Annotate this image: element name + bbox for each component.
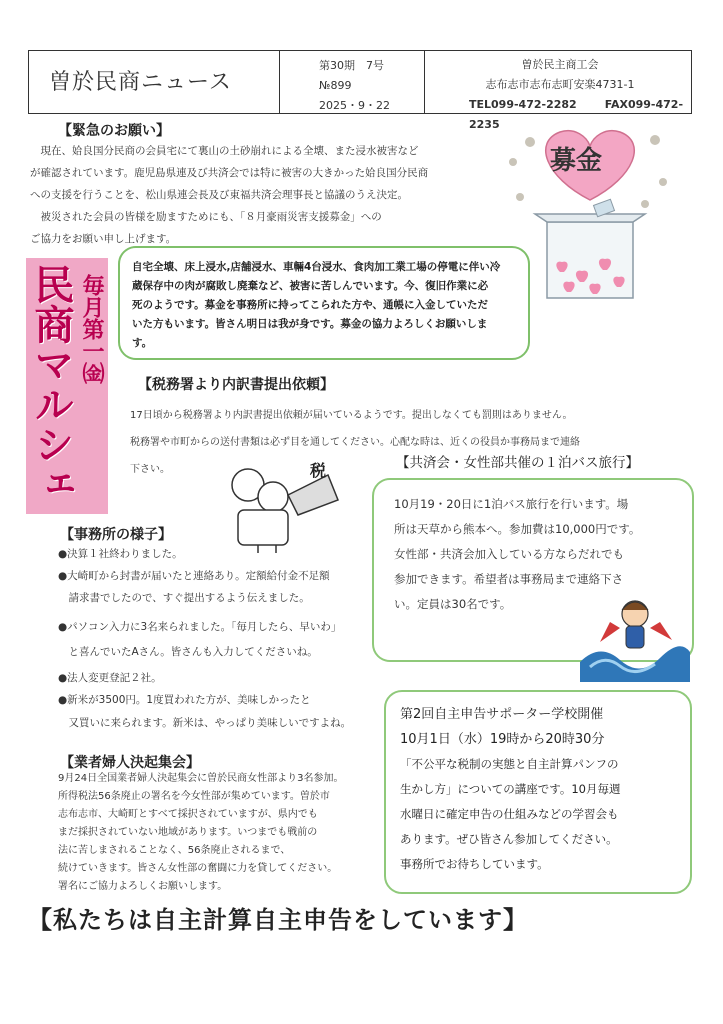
coin-icon: [659, 178, 667, 186]
header-divider: [424, 51, 425, 113]
women-line: 署名にご協力よろしくお願いします。: [58, 881, 228, 892]
bus-line: 10月19・20日に1泊バス旅行を行います。場: [394, 497, 629, 511]
coin-icon: [641, 200, 649, 208]
bus-trip-title: 【共済会・女性部共催の１泊バス旅行】: [396, 455, 639, 471]
org-fax: FAX099-472-2235: [469, 98, 684, 131]
damage-info-box: [118, 246, 530, 360]
marche-banner: [26, 258, 108, 514]
school-datetime: 10月1日（水）19時から20時30分: [400, 732, 605, 747]
damage-text: [132, 258, 522, 353]
tax-line: 17日頃から税務署より内訳書提出依頼が届いているようです。提出しなくても罰則はありません。: [130, 410, 573, 421]
header-divider: [279, 51, 280, 113]
women-line: 法に苦しまされることなく、56条廃止されるまで、: [58, 845, 291, 856]
emergency-title: 【緊急のお願い】: [58, 123, 170, 139]
women-line: まだ採択されていない地域があります。いつまでも戦前の: [58, 827, 318, 838]
weight-icon: [288, 475, 338, 515]
school-info-box: [384, 690, 692, 894]
damage-line: す。: [132, 337, 153, 349]
office-title: 【事務所の様子】: [60, 527, 172, 543]
marche-banner-title: 民商マルシェ: [28, 264, 74, 504]
school-line: 水曜日に確定申告の仕組みなどの学習会も: [400, 807, 619, 821]
issue-number: №899: [319, 79, 352, 92]
tax-line: 税務署や市町からの送付書類は必ず目を通してください。心配な時は、近くの役員か事務局まで連絡: [130, 437, 580, 448]
school-line: 「不公平な税制の実態と自主計算パンフの: [400, 757, 619, 771]
org-name: 曽於民主商工会: [521, 58, 599, 71]
bus-line: い。定員は30名です。: [394, 597, 512, 611]
office-item: 請求書でしたので、すぐ提出するよう伝えました。: [58, 592, 310, 604]
damage-line: いた方もいます。皆さん明日は我が身です。募金の協力よろしくお願いしま: [132, 318, 488, 330]
coin-icon: [525, 137, 535, 147]
women-line: 続けていきます。皆さん女性部の奮闘に力を貸してください。: [58, 863, 338, 874]
office-item: 又買いに来られます。新米は、やっぱり美味しいですよね。: [58, 717, 352, 729]
emergency-body: [30, 140, 500, 250]
emergency-line: が確認されています。鹿児島県連及び共済会では特に被害の大きかった姶良国分民商: [30, 167, 429, 179]
women-rally-title: 【業者婦人決起集会】: [60, 755, 200, 771]
emergency-line: 被災された会員の皆様を励ますためにも、「８月豪雨災害支援募金」への: [30, 211, 382, 223]
school-heading: 第2回自主申告サポーター学校開催: [400, 707, 604, 722]
tax-burden-illustration: [218, 455, 348, 555]
office-item: と喜んでいたAさん。皆さんも入力してくださいね。: [58, 646, 318, 658]
tax-line: 下さい。: [130, 464, 170, 475]
issue-volume: 第30期 7号: [319, 59, 384, 72]
issue-date: 2025・9・22: [319, 99, 390, 112]
office-item: ●新米が3500円。1度買われた方が、美味しかったと: [58, 694, 311, 706]
wave-character-illustration: [580, 592, 690, 682]
office-item: ●決算１社終わりました。: [58, 548, 183, 560]
coin-icon: [516, 193, 524, 201]
bus-line: 参加できます。希望者は事務局まで連絡下さ: [394, 572, 624, 586]
office-item: ●大崎町から封書が届いたと連絡あり。定額給付金不足額: [58, 570, 330, 582]
footer-slogan: 【私たちは自主計算自主申告をしています】: [28, 906, 528, 934]
women-line: 志布志市、大崎町とすべて採択されていますが、県内でも: [58, 809, 318, 820]
donation-label: 募金: [550, 146, 603, 176]
emergency-line: 現在、姶良国分民商の会員宅にて裏山の土砂崩れによる全壊、また浸水被害など: [30, 145, 419, 157]
tax-title: 【税務署より内訳書提出依頼】: [138, 377, 334, 393]
tax-illustration-label: 税: [310, 461, 327, 480]
office-item: ●パソコン入力に3名来られました。「毎月したら、早いわ」: [58, 621, 342, 633]
coin-icon: [650, 135, 660, 145]
issue-info: [319, 56, 390, 116]
bus-line: 所は天草から熊本へ。参加費は10,000円です。: [394, 522, 641, 536]
damage-line: 死のようです。募金を事務所に持ってこられた方や、通帳に入金していただ: [132, 299, 488, 311]
coin-icon: [509, 158, 517, 166]
women-line: 9月24日全国業者婦人決起集会に曽於民商女性部より3名参加。: [58, 773, 344, 784]
school-line: あります。ぜひ皆さん参加してください。: [400, 832, 618, 846]
person-icon: [258, 482, 288, 512]
office-item: ●法人変更登記２社。: [58, 672, 162, 684]
bus-line: 女性部・共済会加入している方ならだれでも: [394, 547, 624, 561]
damage-line: 蔵保存中の肉が腐敗し廃棄など、被害に苦しんでいます。今、復旧作業に必: [132, 280, 489, 292]
school-line: 生かし方」についての講座です。10月毎週: [400, 782, 621, 796]
women-line: 所得税法56条廃止の署名を今女性部が集めています。曽於市: [58, 791, 330, 802]
emergency-line: への支援を行うことを、松山県連会長及び東福共済会理事長と協議のうえ決定。: [30, 189, 408, 201]
damage-line: 自宅全壊、床上浸水,店舗浸水、車輛4台浸水、食肉加工業工場の停電に伴い冷: [132, 261, 501, 273]
school-text: [400, 702, 684, 877]
marche-banner-subtitle: 毎月第一㈮: [79, 274, 104, 384]
newsletter-title: 曽於民商ニュース: [49, 70, 232, 95]
emergency-line: ご協力をお願い申し上げます。: [30, 233, 177, 245]
org-address: 志布志市志布志町安楽4731-1: [485, 78, 635, 91]
school-line: 事務所でお待ちしています。: [400, 857, 549, 871]
women-rally-body: [58, 770, 388, 896]
org-tel: TEL099-472-2282: [469, 98, 577, 111]
